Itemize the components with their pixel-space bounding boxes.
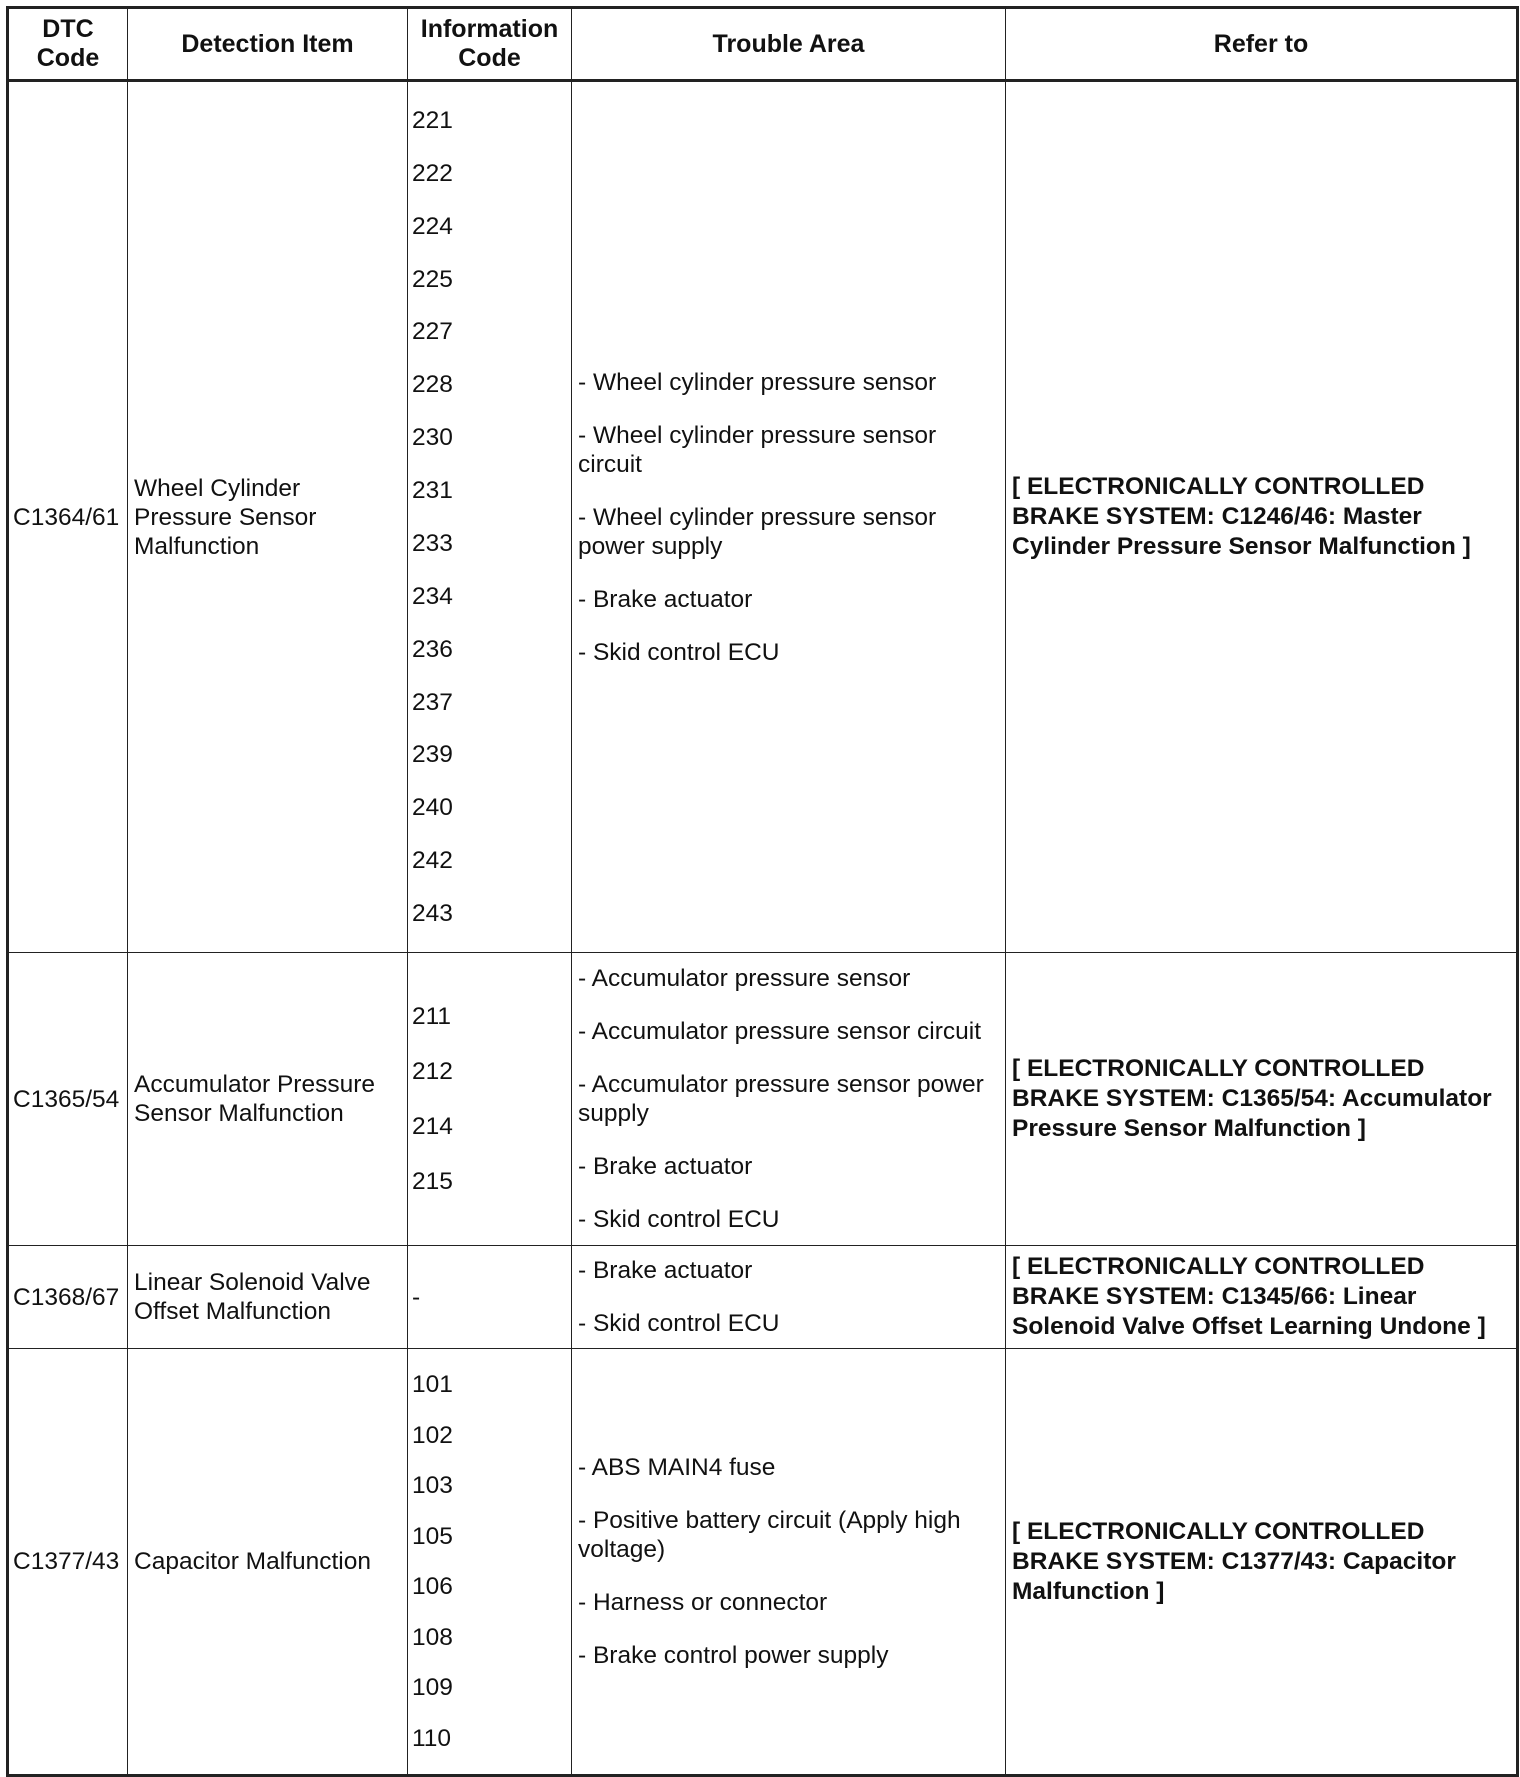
information-code: 103: [412, 1472, 453, 1500]
information-codes: [408, 1246, 572, 1349]
information-code: 109: [412, 1674, 453, 1702]
header-dtc-code: DTC Code: [8, 8, 128, 81]
dtc-table: [6, 6, 1519, 1777]
trouble-area-item: - Brake control power supply: [578, 1642, 889, 1669]
information-code: 105: [412, 1522, 453, 1550]
information-code: 236: [412, 635, 453, 663]
information-code: 231: [412, 477, 453, 504]
trouble-area-item: - Accumulator pressure sensor circuit: [578, 1018, 982, 1045]
trouble-area-item: - Skid control ECU: [578, 638, 780, 666]
trouble-area: [572, 81, 1006, 953]
refer-to-link[interactable]: [ ELECTRONICALLY CONTROLLED BRAKE SYSTEM: C1246/46: Master Cylinder Pressure Sensor Malfunction ]: [1006, 81, 1518, 953]
dtc-table-container: [6, 6, 1519, 1777]
information-code: 239: [412, 741, 453, 769]
dtc-code: C1368/67: [8, 1246, 128, 1349]
information-code: 237: [412, 688, 453, 716]
information-code: 101: [412, 1371, 453, 1399]
dtc-code: C1377/43: [8, 1349, 128, 1776]
header-information-code: Information Code: [408, 8, 572, 81]
header-refer-to: Refer to: [1006, 8, 1518, 81]
information-code: 106: [412, 1573, 453, 1601]
refer-to-link[interactable]: [ ELECTRONICALLY CONTROLLED BRAKE SYSTEM: C1345/66: Linear Solenoid Valve Offset Learning Undone ]: [1006, 1246, 1518, 1349]
information-code: -: [412, 1283, 421, 1311]
information-code: 240: [412, 794, 453, 822]
table-row: [8, 1349, 1518, 1776]
trouble-area-item: - Wheel cylinder pressure sensor: [578, 368, 937, 396]
header-row: [8, 8, 1518, 81]
information-code: 242: [412, 847, 453, 875]
trouble-area: [572, 953, 1006, 1246]
trouble-area-item: - Accumulator pressure sensor power supply: [578, 1071, 984, 1127]
information-codes: [408, 1349, 572, 1776]
detection-item: Wheel Cylinder Pressure Sensor Malfunction: [128, 81, 408, 953]
information-code: 211: [412, 1003, 452, 1030]
trouble-area-item: - ABS MAIN4 fuse: [578, 1454, 776, 1481]
trouble-area-item: - Skid control ECU: [578, 1310, 780, 1337]
detection-item: Accumulator Pressure Sensor Malfunction: [128, 953, 408, 1246]
table-row: [8, 81, 1518, 953]
information-code: 243: [412, 900, 453, 927]
refer-to-link[interactable]: [ ELECTRONICALLY CONTROLLED BRAKE SYSTEM: C1377/43: Capacitor Malfunction ]: [1006, 1349, 1518, 1776]
detection-item: Capacitor Malfunction: [128, 1349, 408, 1776]
information-code: 110: [412, 1724, 452, 1752]
information-code: 230: [412, 424, 453, 452]
information-code: 215: [412, 1168, 453, 1195]
information-code: 108: [412, 1623, 453, 1651]
information-code: 233: [412, 529, 453, 557]
dtc-code: C1364/61: [8, 81, 128, 953]
trouble-area-item: - Accumulator pressure sensor: [578, 965, 911, 992]
information-code: 102: [412, 1421, 453, 1449]
trouble-area-item: - Wheel cylinder pressure sensor power supply: [578, 503, 937, 560]
trouble-area-item: - Harness or connector: [578, 1589, 828, 1616]
information-code: 214: [412, 1113, 453, 1140]
information-codes: [408, 81, 572, 953]
header-trouble-area: Trouble Area: [572, 8, 1006, 81]
trouble-area: [572, 1246, 1006, 1349]
refer-to-link[interactable]: [ ELECTRONICALLY CONTROLLED BRAKE SYSTEM: C1365/54: Accumulator Pressure Sensor Malfunction ]: [1006, 953, 1518, 1246]
information-code: 227: [412, 318, 453, 346]
trouble-area-item: - Wheel cylinder pressure sensor circuit: [578, 421, 937, 478]
information-code: 222: [412, 159, 453, 187]
trouble-area-item: - Brake actuator: [578, 1153, 753, 1180]
information-code: 221: [412, 106, 453, 134]
trouble-area-item: - Brake actuator: [578, 585, 753, 613]
header-detection-item: Detection Item: [128, 8, 408, 81]
information-codes: [408, 953, 572, 1246]
information-code: 212: [412, 1058, 453, 1085]
dtc-code: C1365/54: [8, 953, 128, 1246]
information-code: 234: [412, 582, 453, 610]
trouble-area: [572, 1349, 1006, 1776]
table-row: [8, 1246, 1518, 1349]
information-code: 228: [412, 371, 453, 399]
trouble-area-item: - Positive battery circuit (Apply high voltage): [578, 1507, 961, 1563]
trouble-area-item: - Skid control ECU: [578, 1206, 780, 1233]
trouble-area-item: - Brake actuator: [578, 1257, 753, 1284]
table-row: [8, 953, 1518, 1246]
information-code: 224: [412, 212, 453, 240]
detection-item: Linear Solenoid Valve Offset Malfunction: [128, 1246, 408, 1349]
information-code: 225: [412, 265, 453, 293]
